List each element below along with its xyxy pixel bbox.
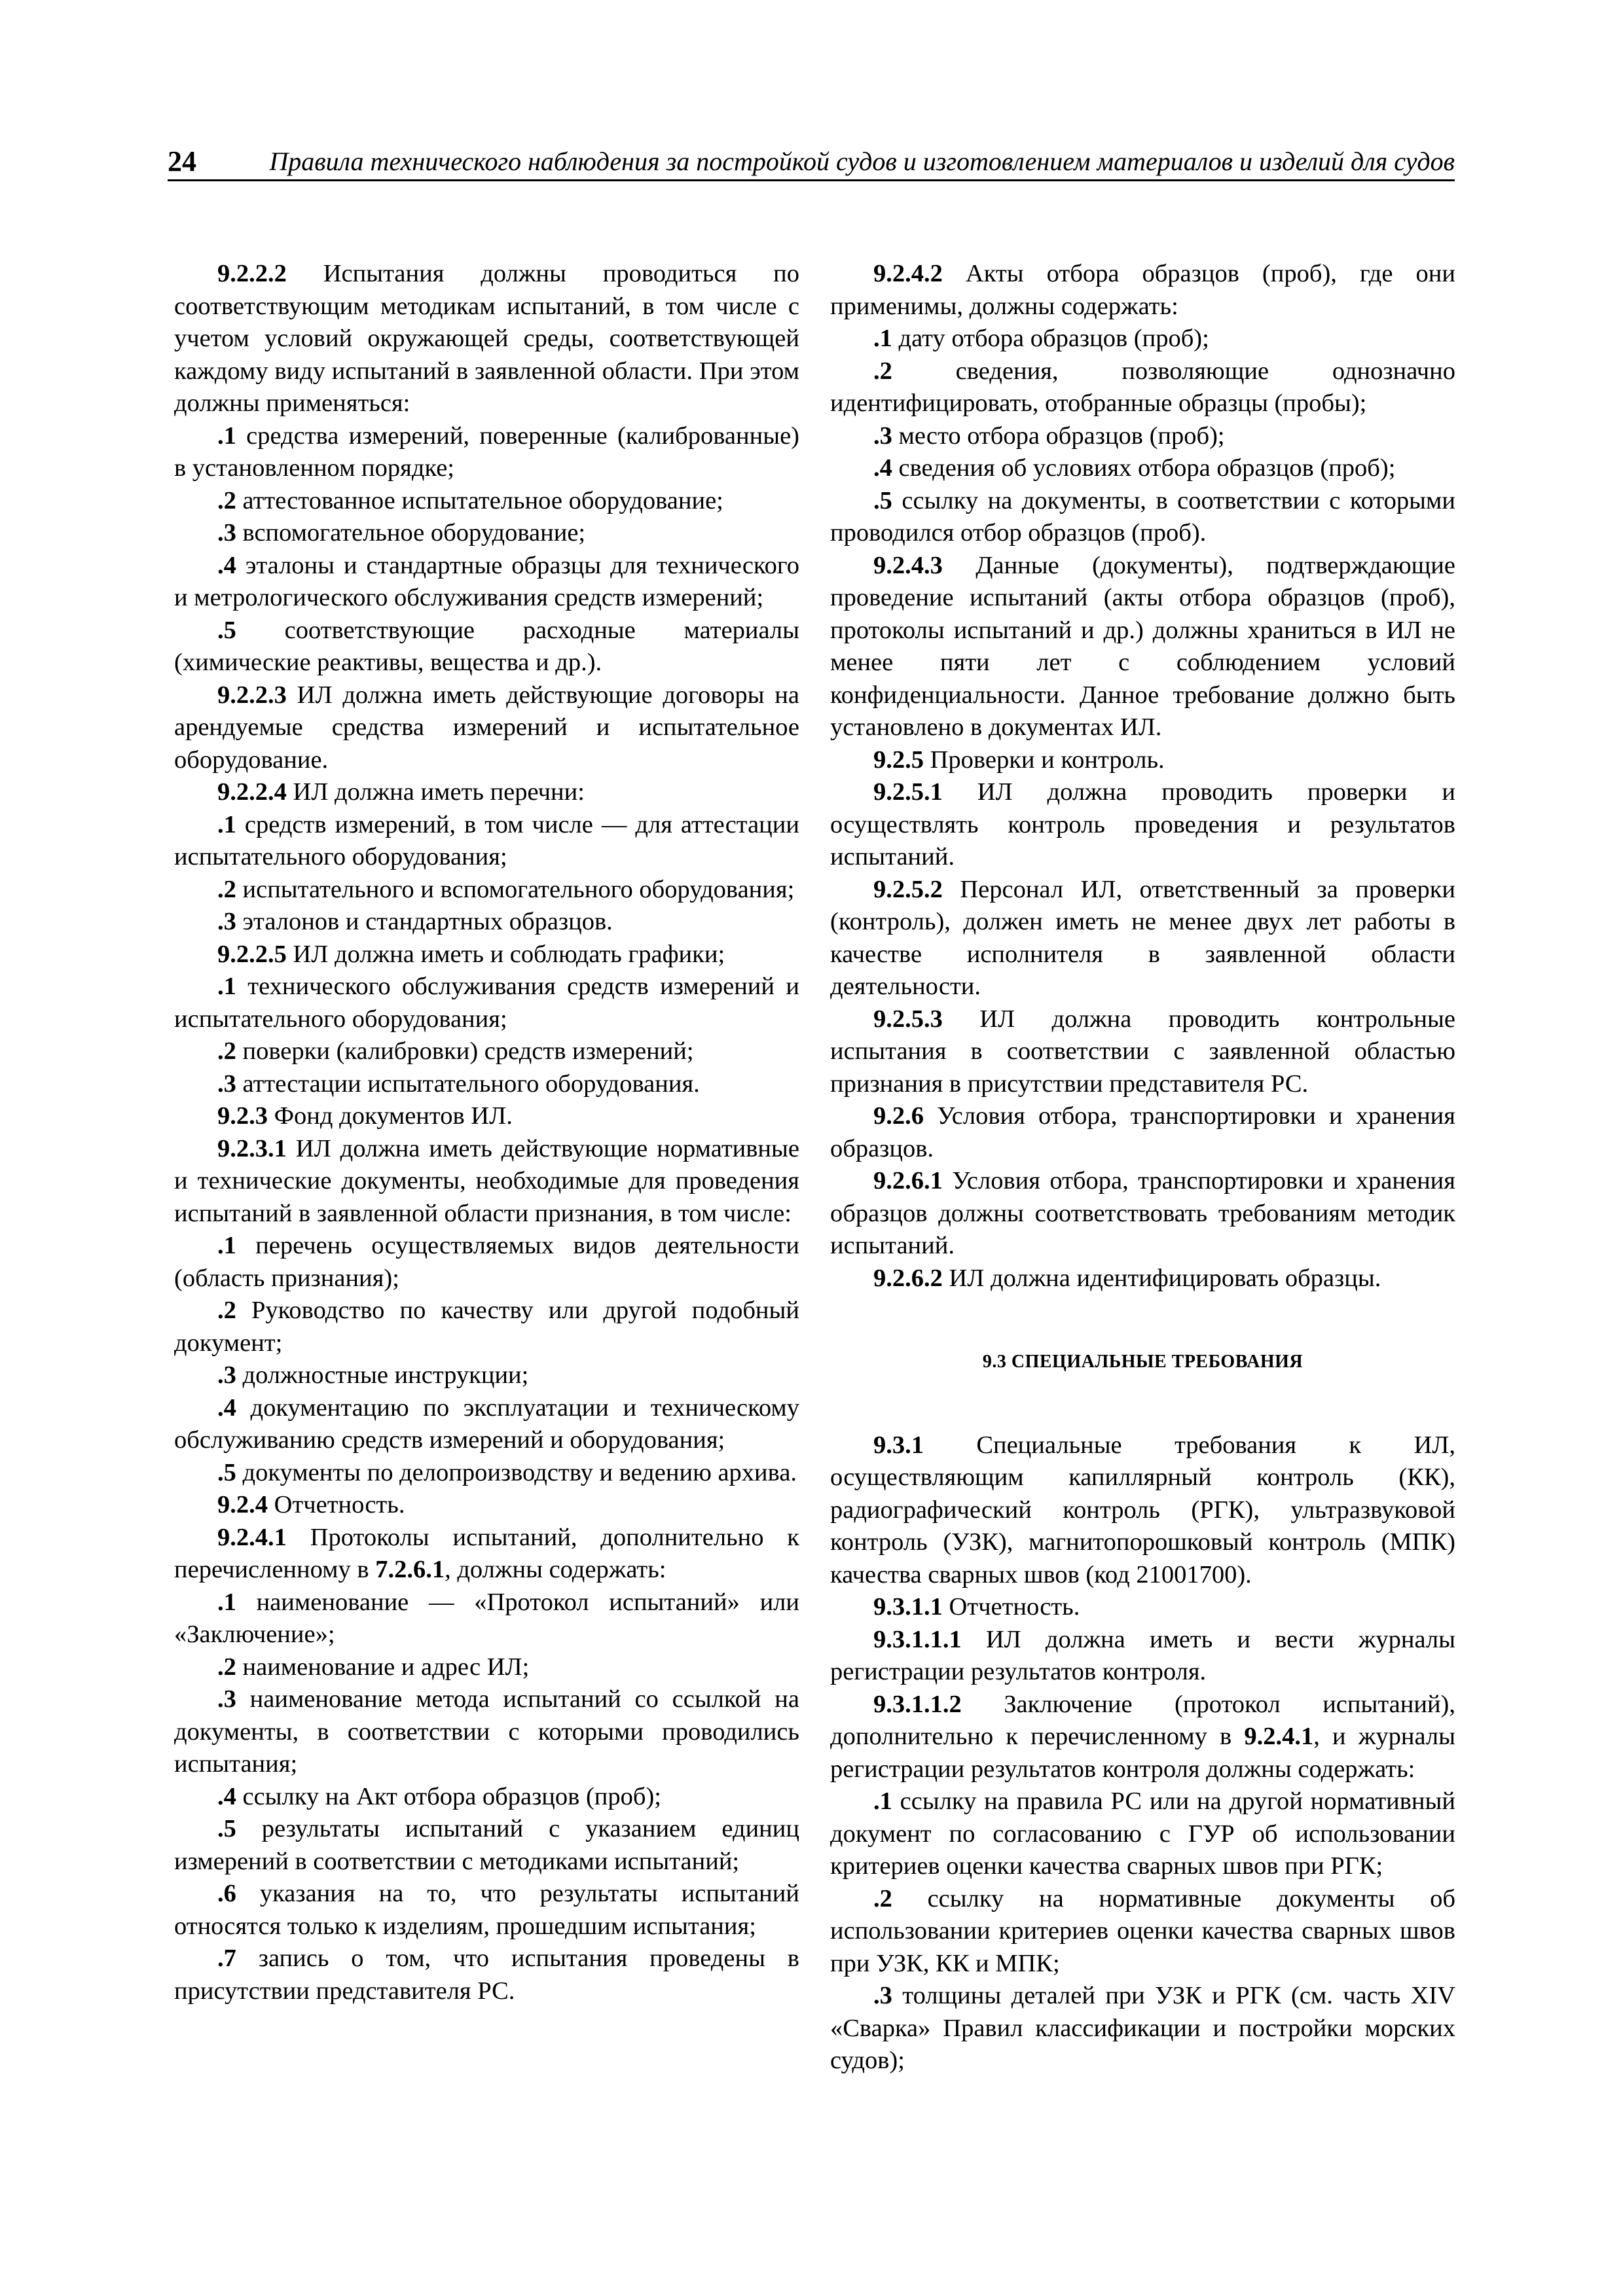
clause-number: .2	[217, 875, 236, 903]
paragraph	[174, 1587, 799, 1651]
paragraph	[830, 874, 1455, 1003]
clause-text: эталоны и стандартные образцы для технического и метрологического обслуживания средств измерений;	[174, 551, 799, 611]
clause-number: .1	[217, 1232, 236, 1259]
clause-number: 9.2.6.1	[873, 1167, 943, 1194]
clause-text: ИЛ должна иметь и вести журналы регистрации результатов контроля.	[830, 1625, 1455, 1685]
clause-text-tail: , и журналы регистрации результатов контроля должны содержать:	[830, 1723, 1455, 1783]
left-column	[174, 258, 799, 2007]
clause-text-tail: , должны содержать:	[445, 1556, 666, 1583]
clause-number: .3	[873, 422, 892, 450]
paragraph	[830, 1100, 1455, 1165]
clause-number: 9.2.4	[217, 1491, 268, 1518]
clause-text: сведения, позволяющие однозначно идентифицировать, отобранные образцы (пробы);	[830, 357, 1455, 417]
clause-text: Данные (документы), подтверждающие проведение испытаний (акты отбора образцов (проб), протоколы испытаний и др.) должны храниться в ИЛ не менее пяти лет с соблюдением условий конфиденциальности. Данное требование должно быть установлено в документах ИЛ.	[830, 551, 1455, 741]
paragraph	[174, 1295, 799, 1359]
clause-text: Условия отбора, транспортировки и хранения образцов.	[830, 1102, 1455, 1162]
clause-number: .3	[217, 519, 236, 547]
clause-text: документацию по эксплуатации и техническому обслуживанию средств измерений и оборудования;	[174, 1393, 799, 1454]
clause-number: .5	[217, 616, 236, 644]
paragraph	[174, 809, 799, 874]
clause-number: 9.2.6.2	[873, 1264, 943, 1292]
clause-text: Испытания должны проводиться по соответствующим методикам испытаний, в том числе с учетом условий окружающей среды, соответствующей каждому виду испытаний в заявленной области. При этом должны применяться:	[174, 260, 799, 417]
clause-number: 9.2.5.2	[873, 875, 943, 903]
clause-text: ссылку на документы, в соответствии с которыми проводился отбор образцов (проб).	[830, 486, 1455, 547]
clause-text: ИЛ должна проводить контрольные испытания в соответствии с заявленной областью признания в присутствии представителя РС.	[830, 1005, 1455, 1098]
clause-number: .2	[217, 1297, 236, 1324]
page-header	[168, 143, 1455, 181]
clause-text: эталонов и стандартных образцов.	[236, 908, 613, 935]
clause-text: технического обслуживания средств измерений и испытательного оборудования;	[174, 973, 799, 1033]
clause-text: Акты отбора образцов (проб), где они применимы, должны содержать:	[830, 260, 1455, 320]
paragraph	[830, 550, 1455, 744]
clause-number: .3	[873, 1982, 892, 2009]
clause-number: 9.2.4.2	[873, 260, 943, 287]
paragraph	[830, 1785, 1455, 1883]
clause-text: ссылку на нормативные документы об использовании критериев оценки качества сварных швов при УЗК, КК и МПК;	[830, 1884, 1455, 1977]
paragraph	[174, 550, 799, 615]
clause-reference: 7.2.6.1	[375, 1556, 445, 1583]
paragraph	[174, 1392, 799, 1457]
clause-number: .2	[217, 486, 236, 514]
clause-text: средства измерений, поверенные (калиброванные) в установленном порядке;	[174, 422, 799, 482]
paragraph	[830, 258, 1455, 323]
paragraph	[830, 1980, 1455, 2077]
clause-number: .1	[873, 1787, 892, 1815]
clause-number: .1	[217, 973, 236, 1000]
clause-number: .2	[217, 1653, 236, 1681]
paragraph	[174, 1133, 799, 1230]
clause-text: аттестации испытательного оборудования.	[236, 1069, 700, 1098]
paragraph	[830, 1003, 1455, 1101]
paragraph	[174, 485, 799, 518]
clause-text: ИЛ должна иметь действующие договоры на арендуемые средства измерений и испытательное оборудование.	[174, 681, 799, 774]
clause-number: 9.3.1	[873, 1431, 924, 1459]
page-number: 24	[168, 145, 196, 177]
clause-number: .4	[217, 551, 236, 579]
paragraph	[830, 1624, 1455, 1689]
clause-number: 9.2.2.5	[217, 940, 287, 968]
paragraph	[174, 615, 799, 679]
clause-number: 9.3.1.1.2	[873, 1690, 962, 1718]
clause-text: ИЛ должна иметь действующие нормативные и технические документы, необходимые для проведения испытаний в заявленной области признания, в том числе:	[174, 1134, 799, 1227]
clause-text: Отчетность.	[268, 1491, 405, 1518]
clause-text: Заключение (протокол испытаний), дополнительно к перечисленному в	[830, 1690, 1455, 1750]
paragraph	[830, 1429, 1455, 1592]
clause-number: .3	[217, 1361, 236, 1389]
paragraph	[174, 1230, 799, 1295]
clause-text: Проверки и контроль.	[924, 745, 1165, 774]
clause-text: дату отбора образцов (проб);	[892, 325, 1209, 352]
clause-text: место отбора образцов (проб);	[892, 422, 1225, 450]
paragraph	[830, 1883, 1455, 1981]
clause-text: ИЛ должна иметь и соблюдать графики;	[286, 940, 725, 968]
clause-number: 9.2.5.3	[873, 1005, 943, 1033]
paragraph	[830, 485, 1455, 550]
clause-text: ИЛ должна иметь перечни:	[286, 778, 585, 806]
clause-text: толщины деталей при УЗК и РГК (см. часть XIV «Сварка» Правил классификации и постройки морских судов);	[830, 1982, 1455, 2074]
clause-number: 9.2.2.3	[217, 681, 287, 709]
paragraph	[174, 1878, 799, 1943]
clause-text: наименование метода испытаний со ссылкой на документы, в соответствии с которыми проводились испытания;	[174, 1685, 799, 1778]
clause-text: Условия отбора, транспортировки и хранения образцов должны соответствовать требованиям методик испытаний.	[830, 1167, 1455, 1259]
clause-number: .7	[217, 1945, 236, 1972]
clause-number: .5	[217, 1815, 236, 1842]
paragraph	[174, 1457, 799, 1490]
paragraph	[174, 1522, 799, 1587]
clause-text: аттестованное испытательное оборудование;	[236, 486, 723, 514]
paragraph	[830, 744, 1455, 777]
clause-number: 9.2.3.1	[217, 1134, 287, 1162]
paragraph	[174, 1359, 799, 1392]
clause-number: .2	[873, 1884, 892, 1912]
clause-text: средств измерений, в том числе — для аттестации испытательного оборудования;	[174, 810, 799, 870]
paragraph	[174, 874, 799, 906]
paragraph	[174, 1100, 799, 1133]
header-rule	[168, 179, 1455, 181]
clause-number: .5	[873, 486, 892, 514]
clause-number: .5	[217, 1458, 236, 1486]
paragraph	[174, 1781, 799, 1814]
paragraph	[830, 420, 1455, 453]
paragraph	[174, 517, 799, 550]
clause-text: результаты испытаний с указанием единиц измерений в соответствии с методиками испытаний;	[174, 1815, 799, 1875]
clause-number: .6	[217, 1880, 236, 1907]
clause-text: Отчетность.	[942, 1593, 1080, 1621]
paragraph	[830, 1591, 1455, 1624]
clause-text: документы по делопроизводству и ведению архива.	[236, 1458, 797, 1486]
paragraph	[830, 355, 1455, 420]
paragraph	[174, 1683, 799, 1781]
clause-number: 9.2.5.1	[873, 778, 943, 806]
clause-text: Специальные требования к ИЛ, осуществляющим капиллярный контроль (КК), радиографический контроль (РГК), ультразвуковой контроль (УЗК), магнитопорошковый контроль (МПК) качества сварных швов (код 21001700).	[830, 1431, 1455, 1588]
paragraph	[174, 1068, 799, 1101]
clause-text: ИЛ должна проводить проверки и осуществлять контроль проведения и результатов испытаний.	[830, 778, 1455, 870]
paragraph	[174, 258, 799, 420]
clause-text: испытательного и вспомогательного оборудования;	[236, 875, 795, 903]
paragraph	[174, 1035, 799, 1068]
paragraph	[174, 1651, 799, 1684]
clause-number: 9.2.2.2	[217, 260, 287, 287]
clause-text: запись о том, что испытания проведены в присутствии представителя РС.	[174, 1945, 799, 2005]
clause-number: 9.3.1.1	[873, 1593, 943, 1621]
clause-number: .3	[217, 1069, 236, 1098]
clause-number: .3	[217, 1685, 236, 1713]
clause-number: 9.2.4.3	[873, 551, 943, 579]
clause-number: .1	[873, 325, 892, 352]
clause-text: ссылку на правила РС или на другой нормативный документ по согласованию с ГУР об использовании критериев оценки качества сварных швов при РГК;	[830, 1787, 1455, 1880]
clause-number: 9.3.1.1.1	[873, 1625, 962, 1653]
clause-number: .2	[217, 1037, 236, 1065]
paragraph	[830, 776, 1455, 874]
clause-number: 9.2.2.4	[217, 778, 287, 806]
clause-number: 9.2.3	[217, 1102, 268, 1130]
clause-text: наименование и адрес ИЛ;	[236, 1653, 530, 1681]
paragraph	[830, 323, 1455, 355]
paragraph	[174, 1943, 799, 2007]
paragraph	[830, 1689, 1455, 1786]
clause-number: .4	[217, 1782, 236, 1810]
paragraph	[830, 1165, 1455, 1263]
clause-text: указания на то, что результаты испытаний относятся только к изделиям, прошедшим испытания;	[174, 1880, 799, 1940]
clause-reference: 9.2.4.1	[1244, 1723, 1314, 1750]
clause-text: соответствующие расходные материалы (химические реактивы, вещества и др.).	[174, 616, 799, 676]
clause-number: 9.2.4.1	[217, 1523, 287, 1551]
running-title: Правила технического наблюдения за постройкой судов и изготовлением материалов и изделий для судов	[269, 147, 1455, 176]
paragraph	[830, 1263, 1455, 1295]
paragraph	[174, 971, 799, 1035]
clause-number: .1	[217, 810, 236, 838]
paragraph	[174, 776, 799, 809]
clause-number: .1	[217, 422, 236, 450]
paragraph	[174, 1813, 799, 1878]
clause-number: .4	[873, 454, 892, 482]
clause-number: .4	[217, 1393, 236, 1422]
clause-text: наименование — «Протокол испытаний» или «Заключение»;	[174, 1588, 799, 1648]
clause-number: 9.2.5	[873, 745, 924, 774]
clause-number: .2	[873, 357, 892, 385]
clause-text: Персонал ИЛ, ответственный за проверки (контроль), должен иметь не менее двух лет работы в качестве исполнителя в заявленной области деятельности.	[830, 875, 1455, 1000]
right-column	[830, 258, 1455, 2077]
clause-text: поверки (калибровки) средств измерений;	[236, 1037, 694, 1065]
clause-text: ссылку на Акт отбора образцов (проб);	[236, 1782, 661, 1810]
paragraph	[174, 420, 799, 485]
clause-text: ИЛ должна идентифицировать образцы.	[942, 1264, 1381, 1292]
paragraph	[174, 1489, 799, 1522]
clause-text: Протоколы испытаний, дополнительно к перечисленному в	[174, 1523, 799, 1583]
clause-text: вспомогательное оборудование;	[236, 519, 586, 547]
paragraph	[830, 452, 1455, 485]
clause-number: .3	[217, 908, 236, 935]
paragraph	[174, 906, 799, 939]
clause-text: сведения об условиях отбора образцов (проб);	[892, 454, 1396, 482]
clause-number: 9.2.6	[873, 1102, 924, 1130]
paragraph	[174, 939, 799, 971]
clause-text: перечень осуществляемых видов деятельности (область признания);	[174, 1232, 799, 1292]
clause-number: .1	[217, 1588, 236, 1616]
paragraph	[174, 679, 799, 777]
section-heading: 9.3 СПЕЦИАЛЬНЫЕ ТРЕБОВАНИЯ	[982, 1352, 1304, 1372]
clause-text: должностные инструкции;	[236, 1361, 529, 1389]
clause-text: Фонд документов ИЛ.	[268, 1102, 513, 1130]
clause-text: Руководство по качеству или другой подобный документ;	[174, 1297, 799, 1357]
